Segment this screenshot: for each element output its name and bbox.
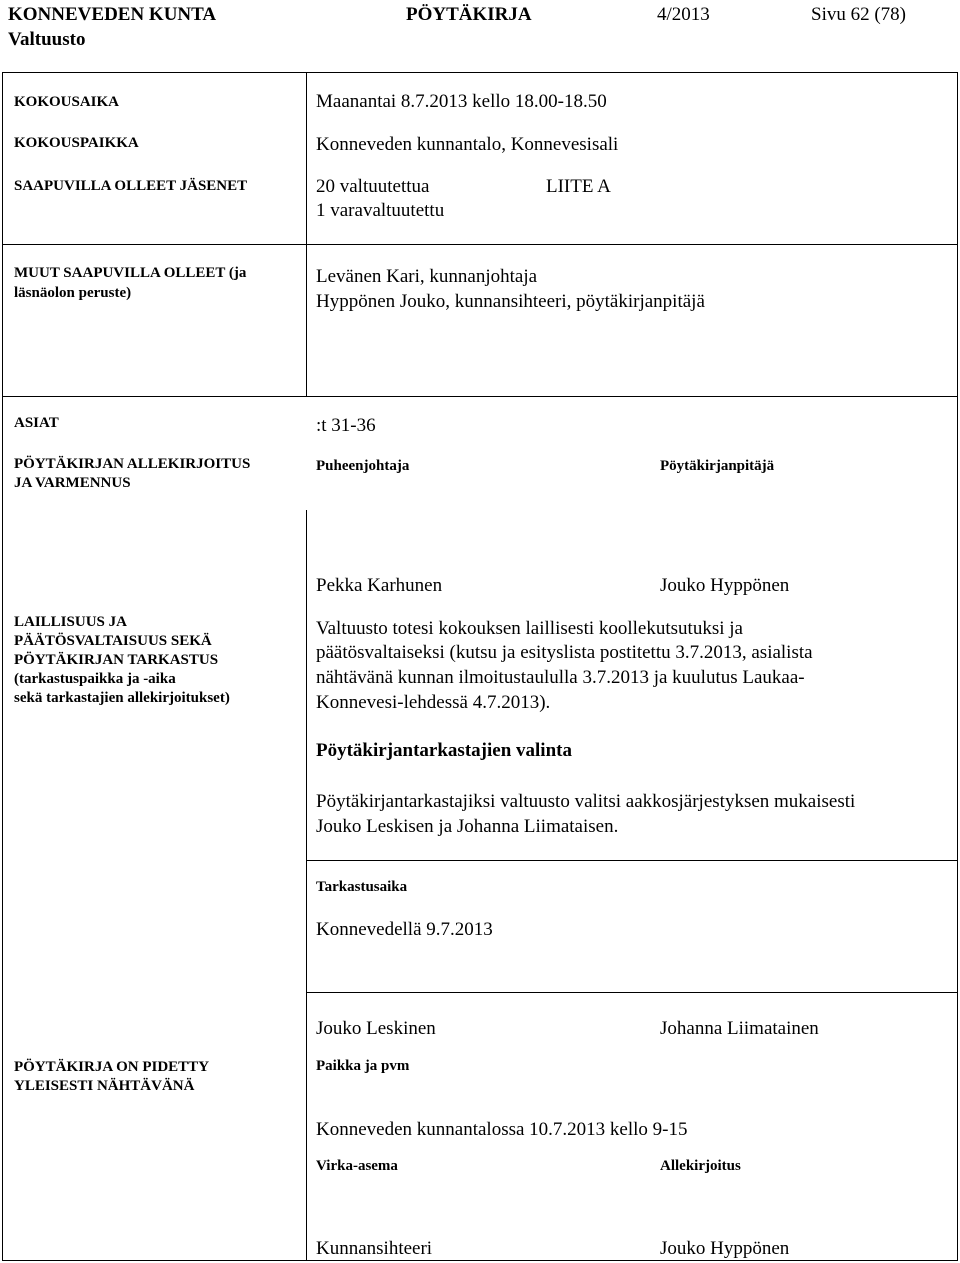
- signing-label-line2: JA VARMENNUS: [14, 475, 131, 491]
- position-value: Kunnansihteeri: [316, 1238, 433, 1259]
- others-line2: Hyppönen Jouko, kunnansihteeri, pöytäkirjanpitäjä: [316, 291, 705, 312]
- column-divider-4: [306, 860, 307, 992]
- column-divider-1: [306, 72, 307, 244]
- frame-right-line: [957, 72, 958, 1261]
- document-type: PÖYTÄKIRJA: [406, 4, 532, 25]
- check-time-value: Konnevedellä 9.7.2013: [316, 919, 493, 940]
- inspectors-heading: Pöytäkirjantarkastajien valinta: [316, 740, 572, 761]
- others-label-line2: läsnäolon peruste): [14, 285, 132, 301]
- check-time-label: Tarkastusaika: [316, 879, 408, 895]
- legality-label-line4: (tarkastuspaikka ja -aika: [14, 671, 176, 687]
- meeting-time-value: Maanantai 8.7.2013 kello 18.00-18.50: [316, 91, 607, 112]
- legality-text-line4: Konnevesi-lehdessä 4.7.2013).: [316, 692, 551, 713]
- divider-inspectors: [306, 860, 958, 861]
- frame-top-line: [2, 72, 958, 73]
- page-number: Sivu 62 (78): [811, 4, 906, 25]
- legality-text-line3: nähtävänä kunnan ilmoitustaululla 3.7.2013 ja kuulutus Laukaa-: [316, 667, 805, 688]
- legality-text-line1: Valtuusto totesi kokouksen laillisesti koollekutsutuksi ja: [316, 618, 743, 639]
- secretary-title: Pöytäkirjanpitäjä: [660, 458, 775, 474]
- meeting-place-value: Konneveden kunnantalo, Konnevesisali: [316, 134, 619, 155]
- place-date-label: Paikka ja pvm: [316, 1058, 410, 1074]
- secretary-name: Jouko Hyppönen: [660, 575, 790, 596]
- place-date-value: Konneveden kunnantalossa 10.7.2013 kello 9-15: [316, 1119, 688, 1140]
- legality-label-line3: PÖYTÄKIRJAN TARKASTUS: [14, 652, 219, 668]
- divider-check-time: [306, 992, 958, 993]
- others-line1: Levänen Kari, kunnanjohtaja: [316, 266, 538, 287]
- members-attachment: LIITE A: [546, 176, 611, 197]
- signing-label-line1: PÖYTÄKIRJAN ALLEKIRJOITUS: [14, 456, 251, 472]
- position-label: Virka-asema: [316, 1158, 398, 1174]
- others-label-line1: MUUT SAAPUVILLA OLLEET (ja: [14, 265, 247, 281]
- column-divider-5: [306, 992, 307, 1260]
- chair-title: Puheenjohtaja: [316, 458, 410, 474]
- signer-name: Jouko Hyppönen: [660, 1238, 790, 1259]
- members-value: 20 valtuutettua: [316, 176, 430, 197]
- legality-text-line2: päätösvaltaiseksi (kutsu ja esityslista postitettu 3.7.2013, asialista: [316, 642, 813, 663]
- substitute-value: 1 varavaltuutettu: [316, 200, 445, 221]
- members-label: SAAPUVILLA OLLEET JÄSENET: [14, 178, 248, 194]
- column-divider-3: [306, 510, 307, 860]
- chair-name: Pekka Karhunen: [316, 575, 443, 596]
- divider-meeting: [2, 244, 958, 245]
- document-number: 4/2013: [657, 4, 710, 25]
- public-label-line2: YLEISESTI NÄHTÄVÄNÄ: [14, 1078, 195, 1094]
- inspectors-text-line1: Pöytäkirjantarkastajiksi valtuusto valitsi aakkosjärjestyksen mukaisesti: [316, 791, 856, 812]
- column-divider-2: [306, 244, 307, 396]
- legality-label-line1: LAILLISUUS JA: [14, 614, 127, 630]
- matters-value: :t 31-36: [316, 415, 376, 436]
- meeting-place-label: KOKOUSPAIKKA: [14, 135, 139, 151]
- divider-others: [2, 396, 958, 397]
- body-name: Valtuusto: [8, 29, 86, 50]
- inspectors-text-line2: Jouko Leskisen ja Johanna Liimataisen.: [316, 816, 619, 837]
- matters-label: ASIAT: [14, 415, 59, 431]
- inspector-1-name: Jouko Leskinen: [316, 1018, 436, 1039]
- meeting-time-label: KOKOUSAIKA: [14, 94, 120, 110]
- signature-label: Allekirjoitus: [660, 1158, 741, 1174]
- frame-bottom-line: [2, 1260, 958, 1261]
- legality-label-line5: sekä tarkastajien allekirjoitukset): [14, 690, 230, 706]
- municipality-name: KONNEVEDEN KUNTA: [8, 4, 217, 25]
- frame-left-line: [2, 72, 3, 1261]
- legality-label-line2: PÄÄTÖSVALTAISUUS SEKÄ: [14, 633, 212, 649]
- inspector-2-name: Johanna Liimatainen: [660, 1018, 819, 1039]
- public-label-line1: PÖYTÄKIRJA ON PIDETTY: [14, 1059, 210, 1075]
